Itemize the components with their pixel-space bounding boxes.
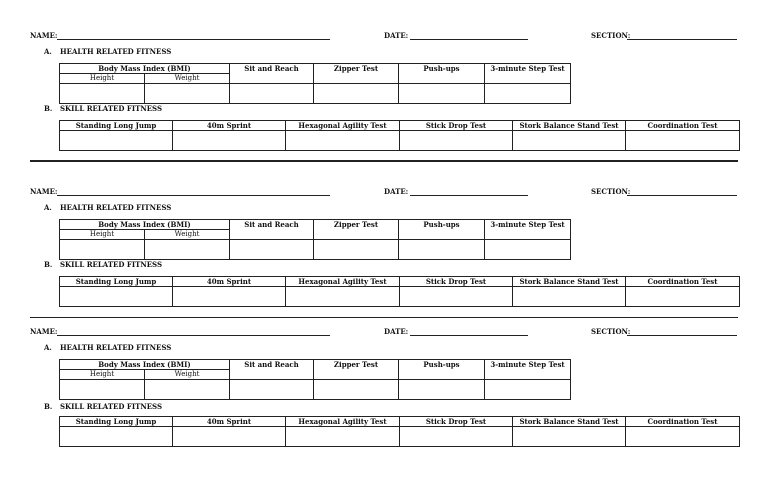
skill-section-title: B. SKILL RELATED FITNESS [44, 260, 163, 269]
push-ups-cell[interactable] [399, 240, 485, 260]
date-label: DATE: [384, 327, 409, 336]
hexagonal-agility-cell[interactable] [286, 131, 400, 151]
stork-balance-cell[interactable] [513, 427, 626, 447]
name-label: NAME: [30, 327, 58, 336]
height-subheader: Height [60, 74, 145, 84]
step-test-header: 3-minute Step Test [485, 220, 571, 240]
name-label: NAME: [30, 187, 58, 196]
section-field[interactable] [627, 335, 737, 336]
stick-drop-cell[interactable] [400, 131, 513, 151]
stick-drop-cell[interactable] [400, 427, 513, 447]
stick-drop-header: Stick Drop Test [400, 121, 513, 131]
height-subheader: Height [60, 370, 145, 380]
form-header [0, 31, 768, 43]
step-test-header: 3-minute Step Test [485, 360, 571, 380]
skill-section-title: B. SKILL RELATED FITNESS [44, 104, 163, 113]
height-cell[interactable] [60, 84, 145, 104]
coordination-header: Coordination Test [626, 417, 740, 427]
step-test-cell[interactable] [485, 84, 571, 104]
sit-and-reach-cell[interactable] [230, 84, 314, 104]
bmi-header: Body Mass Index (BMI) [60, 64, 230, 74]
weight-cell[interactable] [145, 380, 230, 400]
push-ups-cell[interactable] [399, 84, 485, 104]
sprint-header: 40m Sprint [173, 417, 286, 427]
coordination-cell[interactable] [626, 287, 740, 307]
stick-drop-header: Stick Drop Test [400, 277, 513, 287]
hexagonal-agility-header: Hexagonal Agility Test [286, 277, 400, 287]
section-field[interactable] [627, 39, 737, 40]
long-jump-header: Standing Long Jump [60, 121, 173, 131]
step-test-cell[interactable] [485, 240, 571, 260]
bmi-header: Body Mass Index (BMI) [60, 220, 230, 230]
step-test-cell[interactable] [485, 380, 571, 400]
height-cell[interactable] [60, 380, 145, 400]
name-field[interactable] [57, 335, 330, 336]
zipper-test-cell[interactable] [314, 380, 399, 400]
sprint-header: 40m Sprint [173, 277, 286, 287]
push-ups-header: Push-ups [399, 220, 485, 240]
health-section-title: A. HEALTH RELATED FITNESS [44, 203, 172, 212]
stick-drop-cell[interactable] [400, 287, 513, 307]
long-jump-header: Standing Long Jump [60, 417, 173, 427]
sprint-header: 40m Sprint [173, 121, 286, 131]
form-header [0, 327, 768, 339]
zipper-test-cell[interactable] [314, 84, 399, 104]
hexagonal-agility-cell[interactable] [286, 287, 400, 307]
long-jump-cell[interactable] [60, 427, 173, 447]
name-field[interactable] [57, 195, 330, 196]
date-field[interactable] [410, 195, 528, 196]
section-label: SECTION: [591, 327, 631, 336]
date-field[interactable] [410, 39, 528, 40]
name-label: NAME: [30, 31, 58, 40]
long-jump-cell[interactable] [60, 287, 173, 307]
stork-balance-cell[interactable] [513, 287, 626, 307]
long-jump-header: Standing Long Jump [60, 277, 173, 287]
skill-fitness-table [59, 276, 740, 307]
coordination-header: Coordination Test [626, 121, 740, 131]
health-fitness-table [59, 63, 571, 104]
form-header [0, 187, 768, 199]
push-ups-cell[interactable] [399, 380, 485, 400]
stick-drop-header: Stick Drop Test [400, 417, 513, 427]
hexagonal-agility-cell[interactable] [286, 427, 400, 447]
zipper-test-header: Zipper Test [314, 64, 399, 84]
sprint-cell[interactable] [173, 287, 286, 307]
zipper-test-cell[interactable] [314, 240, 399, 260]
section-label: SECTION: [591, 187, 631, 196]
skill-section-title: B. SKILL RELATED FITNESS [44, 402, 163, 411]
hexagonal-agility-header: Hexagonal Agility Test [286, 121, 400, 131]
sit-and-reach-cell[interactable] [230, 380, 314, 400]
name-field[interactable] [57, 39, 330, 40]
stork-balance-header: Stork Balance Stand Test [513, 417, 626, 427]
form-divider-thin [30, 317, 738, 318]
health-fitness-table [59, 359, 571, 400]
stork-balance-header: Stork Balance Stand Test [513, 277, 626, 287]
weight-subheader: Weight [145, 74, 230, 84]
weight-cell[interactable] [145, 240, 230, 260]
section-field[interactable] [627, 195, 737, 196]
push-ups-header: Push-ups [399, 360, 485, 380]
sit-and-reach-header: Sit and Reach [230, 360, 314, 380]
coordination-cell[interactable] [626, 131, 740, 151]
health-section-title: A. HEALTH RELATED FITNESS [44, 343, 172, 352]
coordination-header: Coordination Test [626, 277, 740, 287]
step-test-header: 3-minute Step Test [485, 64, 571, 84]
height-cell[interactable] [60, 240, 145, 260]
sit-and-reach-header: Sit and Reach [230, 64, 314, 84]
hexagonal-agility-header: Hexagonal Agility Test [286, 417, 400, 427]
zipper-test-header: Zipper Test [314, 220, 399, 240]
skill-fitness-table [59, 416, 740, 447]
skill-fitness-table [59, 120, 740, 151]
date-label: DATE: [384, 187, 409, 196]
long-jump-cell[interactable] [60, 131, 173, 151]
health-fitness-table [59, 219, 571, 260]
section-label: SECTION: [591, 31, 631, 40]
sit-and-reach-cell[interactable] [230, 240, 314, 260]
date-field[interactable] [410, 335, 528, 336]
zipper-test-header: Zipper Test [314, 360, 399, 380]
coordination-cell[interactable] [626, 427, 740, 447]
sprint-cell[interactable] [173, 427, 286, 447]
bmi-header: Body Mass Index (BMI) [60, 360, 230, 370]
stork-balance-header: Stork Balance Stand Test [513, 121, 626, 131]
height-subheader: Height [60, 230, 145, 240]
stork-balance-cell[interactable] [513, 131, 626, 151]
health-section-title: A. HEALTH RELATED FITNESS [44, 47, 172, 56]
weight-cell[interactable] [145, 84, 230, 104]
form-divider-thick [30, 160, 738, 162]
weight-subheader: Weight [145, 370, 230, 380]
sprint-cell[interactable] [173, 131, 286, 151]
sit-and-reach-header: Sit and Reach [230, 220, 314, 240]
push-ups-header: Push-ups [399, 64, 485, 84]
weight-subheader: Weight [145, 230, 230, 240]
date-label: DATE: [384, 31, 409, 40]
